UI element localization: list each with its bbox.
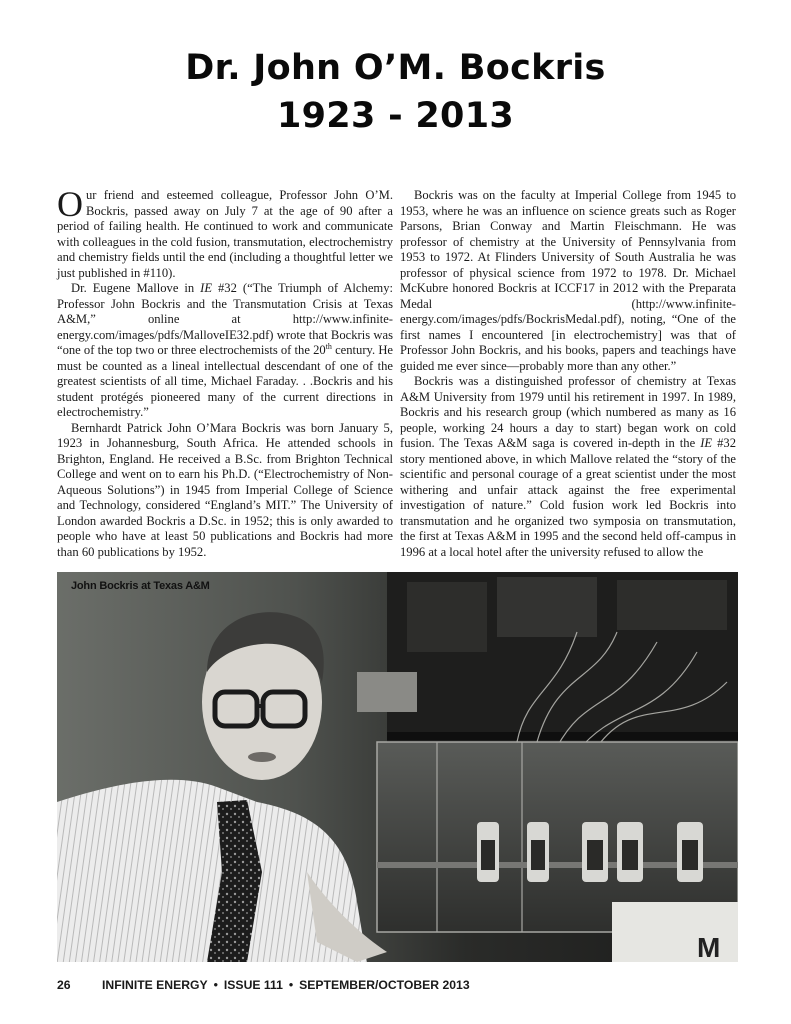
page-footer <box>57 978 470 992</box>
drop-cap: O <box>57 184 83 224</box>
title-dates: 1923 - 2013 <box>276 96 515 136</box>
article-title <box>0 44 791 140</box>
paragraph: Bockris was on the faculty at Imperial College from 1945 to 1953, where he was an influence on science greats such as Roger Parsons, Brian Conway and Martin Fleischmann. He was professor of chemistry at the University of Pennsylvania from 1953 to 1972. At Flinders University of South Australia he was professor of physical science from 1972 to 1978. Dr. Michael McKubre honored Bockris at ICCF17 in 2012 with the Preparata Medal (http://www.infinite-energy.com/images/pdfs/BockrisMedal.pdf), noting, “One of the first names I encountered [in electrochemistry] was that of Professor John Bockris, and his books, papers and teachings have guided me ever since—probably more than any other.” <box>400 188 736 373</box>
paragraph: Our friend and esteemed colleague, Professor John O’M. Bockris, passed away on July 7 at the age of 90 after a period of failing health. He continued to work and communicate with colleagues in the cold fusion, transmutation, electrochemistry and chemistry fields until the end (including a thoughtful letter we just published in #110). <box>57 184 393 280</box>
photo-illustration <box>57 572 738 962</box>
publication-name: INFINITE ENERGY <box>102 978 208 992</box>
issue-date: SEPTEMBER/OCTOBER 2013 <box>299 978 470 992</box>
page-number: 26 <box>57 978 71 992</box>
paragraph: Dr. Eugene Mallove in IE #32 (“The Triumph of Alchemy: Professor John Bockris and the Transmutation Crisis at Texas A&M,” online at http://www.infinite-energy.com/images/pdfs/MalloveIE32.pdf) wrote that Bockris was “one of the top two or three electrochemists of the 20th century. He must be counted as a lineal intellectual descendant of one of the greatest scientists of all time, Michael Faraday. . .Bockris and his student protégés pioneered many of the current directions in electrochemistry.” <box>57 281 393 419</box>
paragraph: Bockris was a distinguished professor of chemistry at Texas A&M University from 1979 until his retirement in 1997. In 1989, Bockris and his research group (which numbered as many as 16 people, working 24 hours a day to start) began work on cold fusion. The Texas A&M saga is covered in-depth in the IE #32 story mentioned above, in which Mallove related the “story of the scientific and personal courage of a great scientist under the most withering and unfair attack against the free experimental investigation of nature.” Cold fusion work led Bockris into transmutation and he organized two symposia on transmutation, the first at Texas A&M in 1995 and the second held off-campus in 1996 at a local hotel after the university refused to allow the <box>400 374 736 559</box>
separator: • <box>288 978 294 992</box>
left-column <box>57 184 393 560</box>
photo-caption: John Bockris at Texas A&M <box>71 580 210 592</box>
issue-number: ISSUE 111 <box>223 978 283 992</box>
separator: • <box>213 978 218 992</box>
svg-text:M: M <box>697 932 721 962</box>
right-column <box>400 188 736 560</box>
title-name: Dr. John O’M. Bockris <box>185 48 606 88</box>
paragraph: Bernhardt Patrick John O’Mara Bockris was born January 5, 1923 in Johannesburg, South Africa. He attended schools in Brighton, England. He received a B.Sc. from Brighton Technical College and went on to earn his Ph.D. (“Electrochemistry of Non-Aqueous Solutions”) in 1945 from Imperial College of Science and Technology, considered “England’s MIT.” The University of London awarded Bockris a D.Sc. in 1952; this is only awarded to people who have at least 50 publications and Bockris had more than 60 publications by 1952. <box>57 420 393 559</box>
photo-bockris-lab <box>57 572 738 962</box>
